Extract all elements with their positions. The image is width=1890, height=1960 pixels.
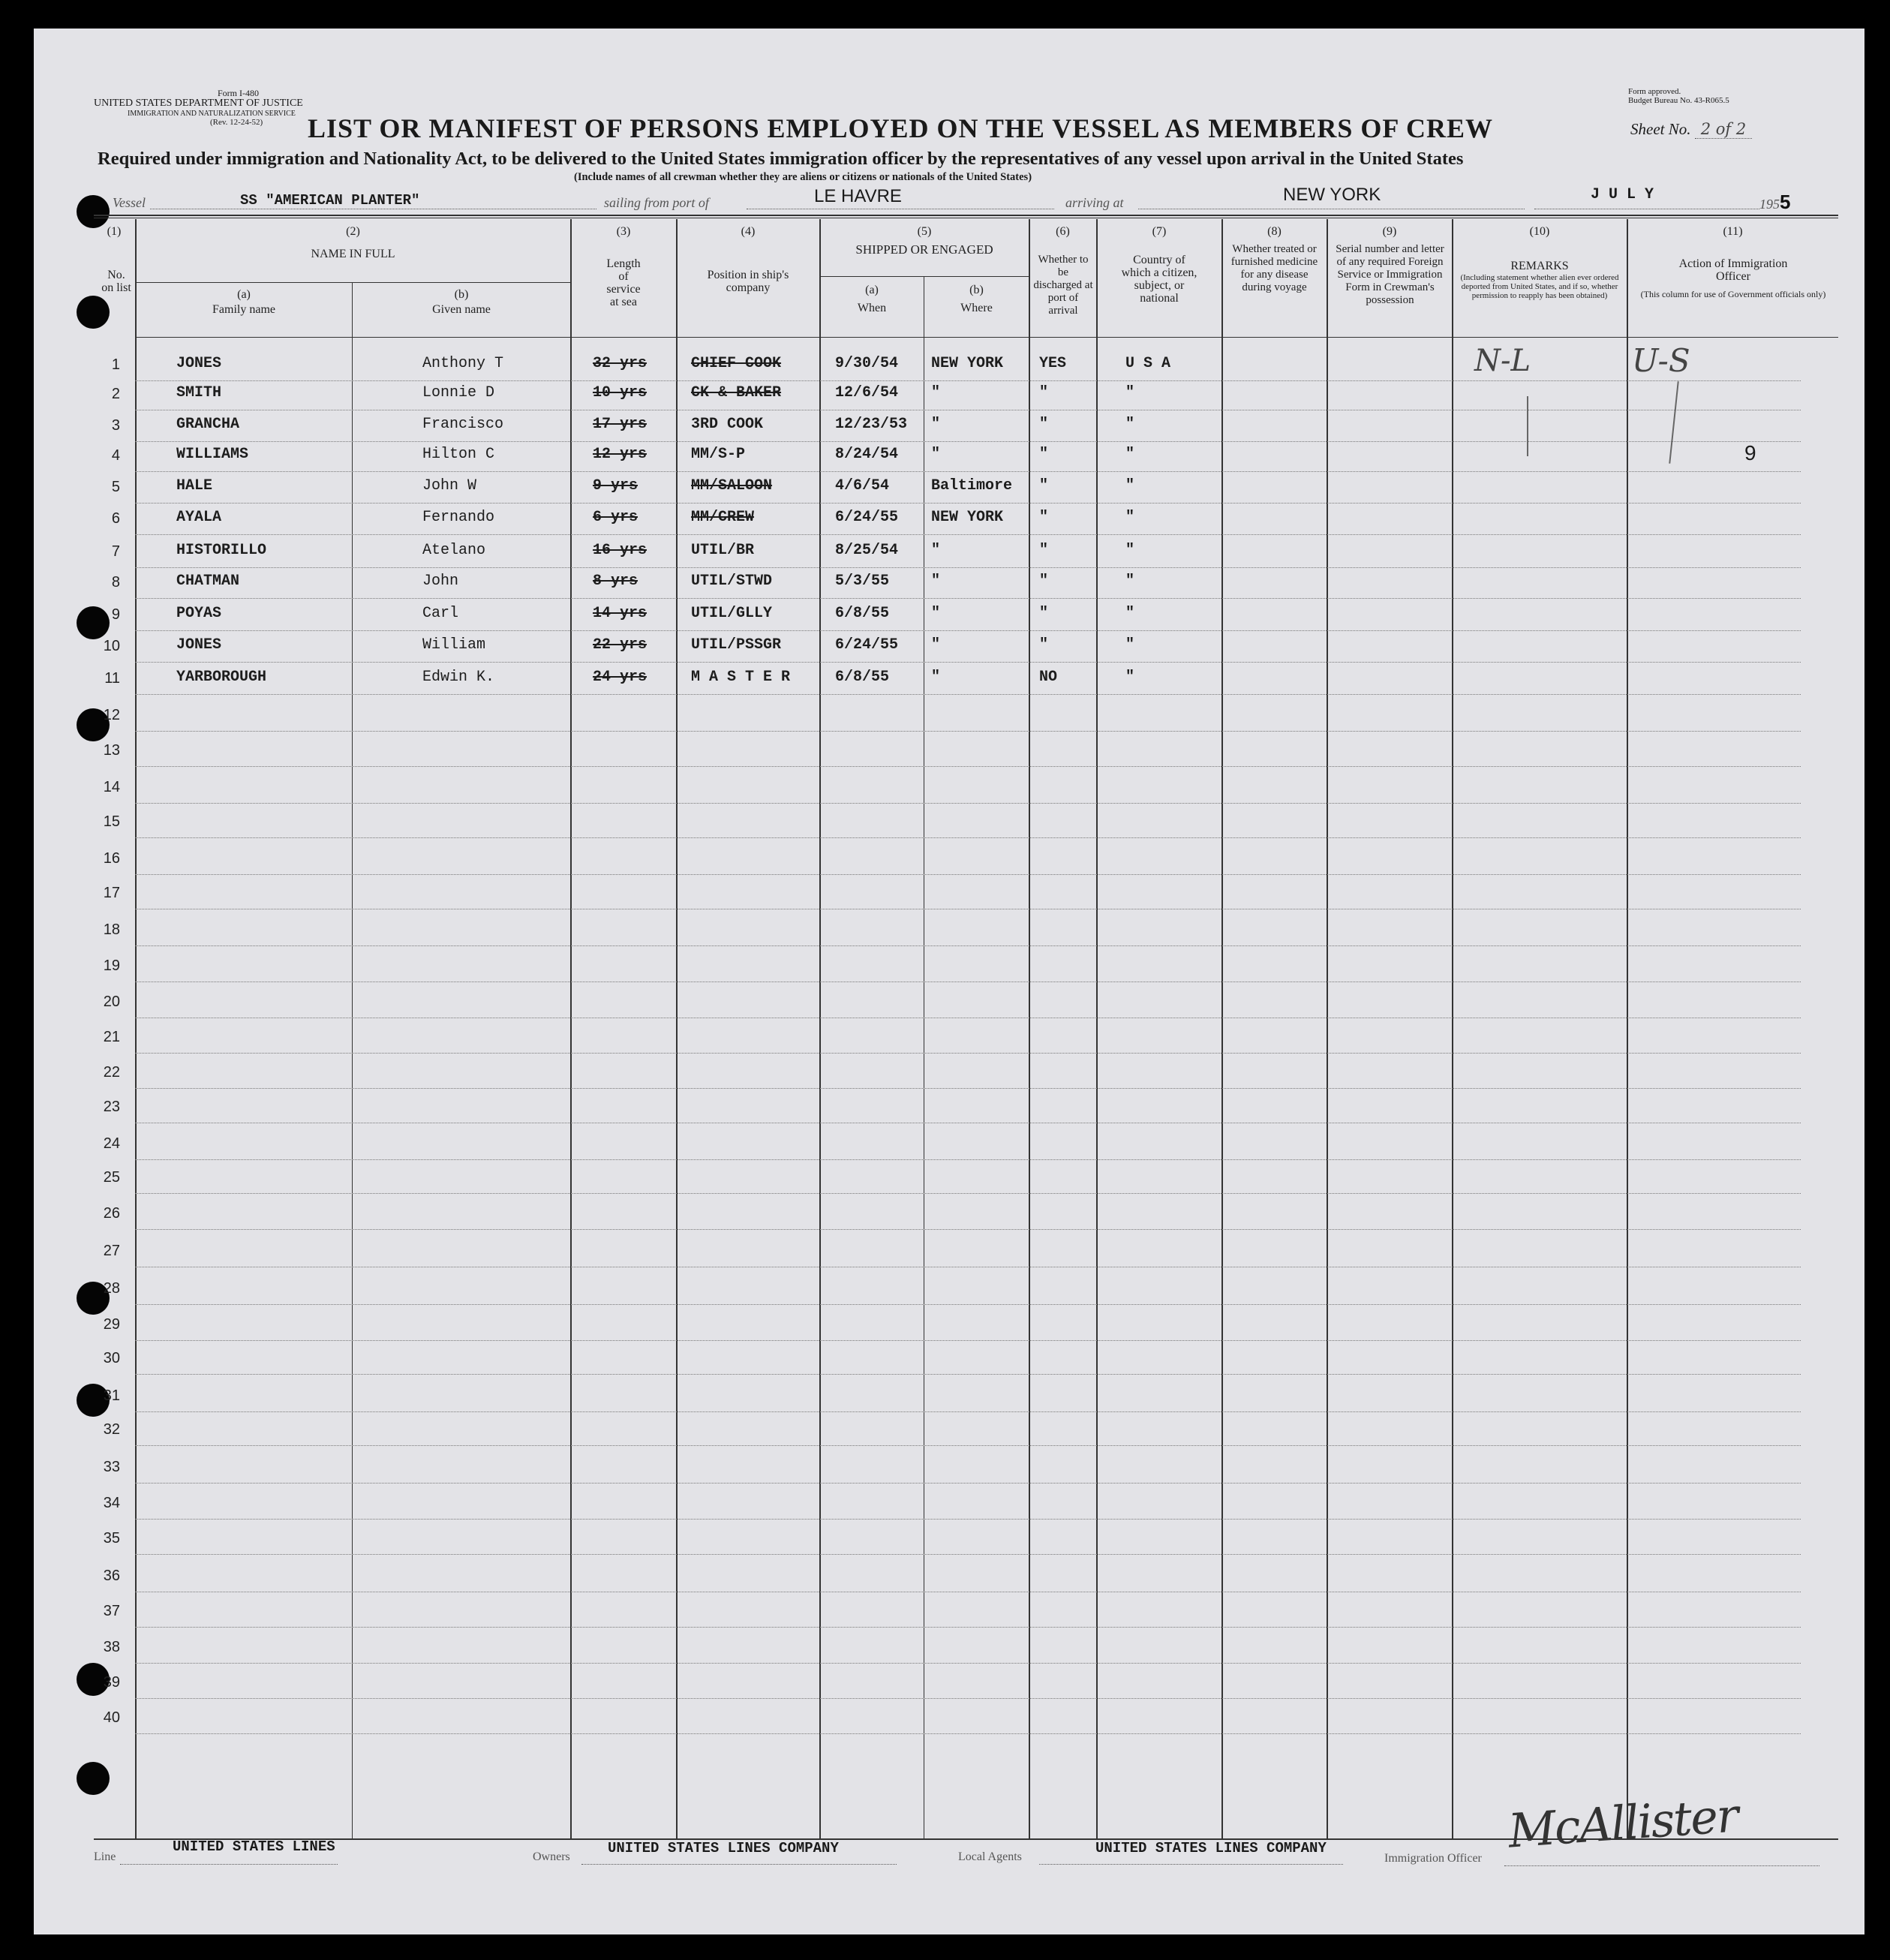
- line-name: UNITED STATES LINES: [173, 1838, 335, 1855]
- row-number: 39: [103, 1674, 120, 1691]
- col1-header: No. on list: [101, 269, 131, 294]
- table-top-line: [94, 215, 1838, 216]
- row-number: 7: [111, 543, 120, 560]
- action-handwritten-stroke: [1669, 381, 1678, 464]
- row-divider: [135, 1663, 1801, 1664]
- row-number: 35: [103, 1530, 120, 1547]
- crew-position: MM/CREW: [691, 509, 755, 526]
- crew-shipped-where: ": [931, 416, 941, 433]
- col2-header: NAME IN FULL: [311, 248, 395, 260]
- row-divider: [135, 1304, 1801, 1305]
- shipped-subheader-line: [820, 276, 1029, 277]
- crew-shipped-where: ": [931, 384, 941, 401]
- row-divider: [135, 1374, 1801, 1375]
- crew-country: ": [1125, 416, 1135, 433]
- crew-position: 3RD COOK: [691, 416, 764, 433]
- crew-given-name: Lonnie D: [422, 384, 495, 401]
- row-divider: [135, 803, 1801, 804]
- row-number: 19: [103, 957, 120, 974]
- col9-num: (9): [1382, 225, 1397, 238]
- sheet-number: [1630, 120, 1752, 139]
- crew-family-name: WILLIAMS: [176, 446, 249, 463]
- crew-service-length: 12 yrs: [593, 446, 648, 463]
- agents-name: UNITED STATES LINES COMPANY: [1095, 1840, 1327, 1856]
- col9-header: Serial number and letter of any required Foreign Service or Immigration Form in Crewman's possession: [1336, 243, 1444, 306]
- col-divider: [135, 219, 137, 1838]
- row-number: 5: [111, 479, 120, 495]
- crew-discharged: ": [1039, 446, 1049, 463]
- col-divider: [1627, 219, 1628, 1838]
- crew-given-name: Fernando: [422, 509, 495, 526]
- owners-label: Owners: [533, 1850, 570, 1863]
- crew-position: UTIL/BR: [691, 542, 755, 559]
- remarks-handwritten-stroke: [1527, 396, 1528, 456]
- crew-country: ": [1125, 573, 1135, 590]
- vessel-name: SS "AMERICAN PLANTER": [240, 192, 420, 209]
- row-number: 33: [103, 1459, 120, 1475]
- row-number: 12: [103, 707, 120, 723]
- header-bottom-line: [135, 337, 1838, 338]
- crew-family-name: JONES: [176, 636, 222, 654]
- row-divider: [135, 874, 1801, 875]
- col-divider: [352, 282, 353, 1838]
- crew-country: ": [1125, 542, 1135, 559]
- row-divider: [135, 837, 1801, 838]
- crew-service-length: 9 yrs: [593, 477, 639, 495]
- col1-num: (1): [107, 225, 122, 238]
- crew-shipped-when: 9/30/54: [835, 355, 899, 372]
- arrival-year: [1759, 191, 1790, 214]
- crew-shipped-where: ": [931, 573, 941, 590]
- crew-shipped-where: NEW YORK: [931, 355, 1004, 372]
- form-number: Form I-480: [218, 88, 259, 98]
- sheet-value: 2 of 2: [1695, 120, 1753, 139]
- row-divider: [135, 1088, 1801, 1089]
- crew-country: ": [1125, 605, 1135, 622]
- crew-discharged: ": [1039, 416, 1049, 433]
- col10-header: REMARKS: [1510, 260, 1569, 272]
- officer-field: [1504, 1865, 1819, 1866]
- sheet-label: Sheet No.: [1630, 120, 1691, 138]
- col3-num: (3): [616, 225, 631, 238]
- row-number: 16: [103, 850, 120, 867]
- row-divider: [135, 567, 1801, 568]
- col-divider: [1029, 219, 1030, 1838]
- row-divider: [135, 1554, 1801, 1555]
- row-divider: [135, 441, 1801, 442]
- row-number: 28: [103, 1280, 120, 1297]
- crew-shipped-where: ": [931, 446, 941, 463]
- sailing-label: sailing from port of: [604, 195, 709, 210]
- row-divider: [135, 380, 1801, 381]
- row-divider: [135, 1627, 1801, 1628]
- col2b-num: (b): [454, 288, 469, 301]
- officer-label: Immigration Officer: [1384, 1852, 1482, 1865]
- crew-shipped-where: ": [931, 605, 941, 622]
- col7-num: (7): [1152, 225, 1167, 238]
- page-note: (Include names of all crewman whether they are aliens or citizens or nationals of the United States): [574, 171, 1032, 183]
- crew-position: UTIL/STWD: [691, 573, 773, 590]
- row-divider: [135, 945, 1801, 946]
- crew-country: ": [1125, 446, 1135, 463]
- col-divider: [1221, 219, 1223, 1838]
- crew-discharged: ": [1039, 542, 1049, 559]
- col2-num: (2): [346, 225, 360, 238]
- col5-num: (5): [917, 225, 932, 238]
- row-number: 26: [103, 1205, 120, 1222]
- col11-header: Action of Immigration Officer: [1678, 257, 1788, 283]
- crew-discharged: YES: [1039, 355, 1067, 372]
- col2b-header: Given name: [432, 303, 491, 316]
- crew-country: U S A: [1125, 355, 1171, 372]
- row-divider: [135, 1733, 1801, 1734]
- col-divider: [1327, 219, 1328, 1838]
- row-divider: [135, 1053, 1801, 1054]
- crew-position: CK & BAKER: [691, 384, 782, 401]
- crew-discharged: ": [1039, 477, 1049, 495]
- row-number: 4: [111, 447, 120, 464]
- col6-header: Whether to be discharged at port of arrival: [1033, 254, 1093, 317]
- officer-signature: McAllister: [1506, 1787, 1739, 1859]
- form-revision: (Rev. 12-24-52): [210, 118, 263, 127]
- vessel-label: Vessel: [113, 195, 146, 210]
- col2a-header: Family name: [212, 303, 275, 316]
- col8-header: Whether treated or furnished medicine for any disease during voyage: [1230, 243, 1318, 293]
- col8-num: (8): [1267, 225, 1282, 238]
- name-subheader-line: [136, 282, 570, 283]
- row-number: 34: [103, 1495, 120, 1511]
- row-divider: [135, 503, 1801, 504]
- col5b-num: (b): [969, 284, 984, 296]
- line-field: [120, 1864, 338, 1865]
- crew-service-length: 22 yrs: [593, 636, 648, 654]
- service-name: IMMIGRATION AND NATURALIZATION SERVICE: [128, 110, 296, 118]
- crew-discharged: ": [1039, 384, 1049, 401]
- crew-service-length: 24 yrs: [593, 669, 648, 686]
- row-number: 11: [104, 670, 120, 687]
- row-divider: [135, 766, 1801, 767]
- row-number: 14: [103, 779, 120, 795]
- crew-given-name: John: [422, 573, 459, 590]
- crew-shipped-when: 6/24/55: [835, 509, 899, 526]
- crew-position: MM/SALOON: [691, 477, 773, 495]
- col3-header: Length of service at sea: [606, 257, 641, 308]
- page-title: LIST OR MANIFEST OF PERSONS EMPLOYED ON THE VESSEL AS MEMBERS OF CREW: [308, 113, 1493, 143]
- crew-shipped-when: 6/8/55: [835, 605, 890, 622]
- crew-given-name: Carl: [422, 605, 459, 622]
- col-divider: [1096, 219, 1098, 1838]
- crew-service-length: 6 yrs: [593, 509, 639, 526]
- col-divider: [1452, 219, 1453, 1838]
- year-suffix: 5: [1780, 191, 1791, 213]
- binder-hole: [77, 1762, 110, 1795]
- col5a-num: (a): [865, 284, 879, 296]
- col4-num: (4): [741, 225, 756, 238]
- manifest-sheet: [34, 29, 1864, 1934]
- col-divider: [570, 219, 572, 1838]
- crew-shipped-when: 8/25/54: [835, 542, 899, 559]
- col11-note: (This column for use of Government officials only): [1640, 289, 1826, 299]
- crew-service-length: 17 yrs: [593, 416, 648, 433]
- crew-shipped-where: ": [931, 669, 941, 686]
- owners-name: UNITED STATES LINES COMPANY: [608, 1840, 839, 1856]
- side-number: 9: [1744, 441, 1756, 464]
- crew-position: MM/S-P: [691, 446, 746, 463]
- crew-shipped-where: Baltimore: [931, 477, 1013, 495]
- row-number: 24: [103, 1135, 120, 1152]
- row-number: 31: [103, 1387, 120, 1404]
- crew-service-length: 32 yrs: [593, 355, 648, 372]
- col-divider: [819, 219, 821, 1838]
- crew-given-name: Anthony T: [422, 355, 504, 372]
- row-number: 36: [103, 1568, 120, 1584]
- agency-name: UNITED STATES DEPARTMENT OF JUSTICE: [94, 98, 303, 109]
- binder-hole: [77, 296, 110, 329]
- crew-service-length: 10 yrs: [593, 384, 648, 401]
- row-divider: [135, 1340, 1801, 1341]
- row-number: 25: [103, 1169, 120, 1186]
- row-number: 8: [111, 574, 120, 591]
- crew-family-name: AYALA: [176, 509, 222, 526]
- crew-position: UTIL/GLLY: [691, 605, 773, 622]
- crew-country: ": [1125, 669, 1135, 686]
- action-handwritten-mark: U-S: [1632, 342, 1690, 379]
- line-label: Line: [94, 1850, 116, 1863]
- row-divider: [135, 1445, 1801, 1446]
- crew-shipped-when: 4/6/54: [835, 477, 890, 495]
- crew-family-name: GRANCHA: [176, 416, 240, 433]
- col4-header: Position in ship's company: [707, 269, 789, 294]
- row-number: 20: [103, 994, 120, 1010]
- row-number: 13: [103, 742, 120, 759]
- crew-discharged: ": [1039, 509, 1049, 526]
- crew-discharged: ": [1039, 636, 1049, 654]
- crew-family-name: CHATMAN: [176, 573, 240, 590]
- row-divider: [135, 694, 1801, 695]
- crew-given-name: Francisco: [422, 416, 504, 433]
- crew-shipped-when: 6/24/55: [835, 636, 899, 654]
- crew-service-length: 8 yrs: [593, 573, 639, 590]
- crew-family-name: HISTORILLO: [176, 542, 267, 559]
- col-divider: [676, 219, 678, 1838]
- crew-given-name: Hilton C: [422, 446, 495, 463]
- col10-note: (Including statement whether alien ever ordered deported from United States, and if so, whether permission to reapply has been obtained): [1460, 273, 1619, 300]
- crew-country: ": [1125, 477, 1135, 495]
- row-number: 9: [111, 606, 120, 623]
- page-subtitle: Required under immigration and Nationality Act, to be delivered to the United States immigration officer by the representatives of any vessel upon arrival in the United States: [98, 149, 1464, 169]
- crew-family-name: SMITH: [176, 384, 222, 401]
- row-divider: [135, 630, 1801, 631]
- crew-given-name: Edwin K.: [422, 669, 495, 686]
- binder-hole: [77, 195, 110, 228]
- col6-num: (6): [1056, 225, 1070, 238]
- row-divider: [135, 1159, 1801, 1160]
- row-divider: [135, 1698, 1801, 1699]
- crew-family-name: JONES: [176, 355, 222, 372]
- crew-discharged: ": [1039, 605, 1049, 622]
- form-approved: Form approved.: [1628, 87, 1681, 96]
- crew-shipped-when: 12/6/54: [835, 384, 899, 401]
- col11-num: (11): [1723, 225, 1743, 238]
- remarks-handwritten-mark: N-L: [1474, 344, 1531, 378]
- budget-bureau: Budget Bureau No. 43-R065.5: [1628, 96, 1729, 105]
- crew-discharged: ": [1039, 573, 1049, 590]
- crew-shipped-when: 5/3/55: [835, 573, 890, 590]
- crew-country: ": [1125, 509, 1135, 526]
- crew-service-length: 14 yrs: [593, 605, 648, 622]
- row-number: 23: [103, 1099, 120, 1115]
- year-prefix: 195: [1759, 197, 1780, 212]
- row-number: 27: [103, 1243, 120, 1259]
- row-number: 30: [103, 1350, 120, 1366]
- owners-field: [581, 1864, 897, 1865]
- crew-family-name: YARBOROUGH: [176, 669, 267, 686]
- row-number: 29: [103, 1316, 120, 1333]
- crew-position: UTIL/PSSGR: [691, 636, 782, 654]
- row-number: 38: [103, 1639, 120, 1655]
- row-divider: [135, 731, 1801, 732]
- crew-country: ": [1125, 384, 1135, 401]
- crew-family-name: HALE: [176, 477, 213, 495]
- row-number: 2: [111, 386, 120, 402]
- crew-shipped-where: NEW YORK: [931, 509, 1004, 526]
- crew-shipped-when: 12/23/53: [835, 416, 908, 433]
- crew-position: CHIEF COOK: [691, 355, 782, 372]
- agents-field: [1039, 1864, 1343, 1865]
- col10-num: (10): [1529, 225, 1550, 238]
- sailing-port: LE HAVRE: [814, 186, 902, 206]
- row-divider: [135, 598, 1801, 599]
- crew-shipped-where: ": [931, 636, 941, 654]
- row-number: 6: [111, 510, 120, 527]
- arriving-label: arriving at: [1065, 195, 1124, 210]
- row-number: 18: [103, 921, 120, 938]
- col5a-header: When: [857, 302, 887, 314]
- row-divider: [135, 534, 1801, 535]
- row-number: 21: [103, 1029, 120, 1045]
- row-number: 22: [103, 1064, 120, 1081]
- row-number: 1: [111, 356, 120, 373]
- arriving-port: NEW YORK: [1283, 185, 1381, 205]
- col2a-num: (a): [237, 288, 251, 301]
- row-number: 10: [103, 638, 120, 654]
- row-divider: [135, 471, 1801, 472]
- crew-family-name: POYAS: [176, 605, 222, 622]
- crew-given-name: William: [422, 636, 486, 654]
- crew-given-name: John W: [422, 477, 477, 495]
- row-number: 37: [103, 1603, 120, 1619]
- crew-shipped-where: ": [931, 542, 941, 559]
- row-number: 15: [103, 813, 120, 830]
- row-divider: [135, 1193, 1801, 1194]
- row-divider: [135, 1229, 1801, 1230]
- row-divider: [135, 1519, 1801, 1520]
- agents-label: Local Agents: [958, 1850, 1022, 1863]
- row-divider: [135, 662, 1801, 663]
- crew-shipped-when: 6/8/55: [835, 669, 890, 686]
- col5b-header: Where: [960, 302, 993, 314]
- crew-given-name: Atelano: [422, 542, 486, 559]
- row-number: 40: [103, 1709, 120, 1726]
- row-divider: [135, 1411, 1801, 1412]
- arrival-month: J U L Y: [1591, 186, 1654, 203]
- crew-country: ": [1125, 636, 1135, 654]
- col7-header: Country of which a citizen, subject, or national: [1121, 254, 1197, 305]
- crew-service-length: 16 yrs: [593, 542, 648, 559]
- row-number: 17: [103, 885, 120, 901]
- row-number: 32: [103, 1421, 120, 1438]
- col5-header: SHIPPED OR ENGAGED: [855, 242, 993, 257]
- row-number: 3: [111, 417, 120, 434]
- crew-position: M A S T E R: [691, 669, 791, 686]
- row-divider: [135, 1483, 1801, 1484]
- crew-shipped-when: 8/24/54: [835, 446, 899, 463]
- crew-discharged: NO: [1039, 669, 1058, 686]
